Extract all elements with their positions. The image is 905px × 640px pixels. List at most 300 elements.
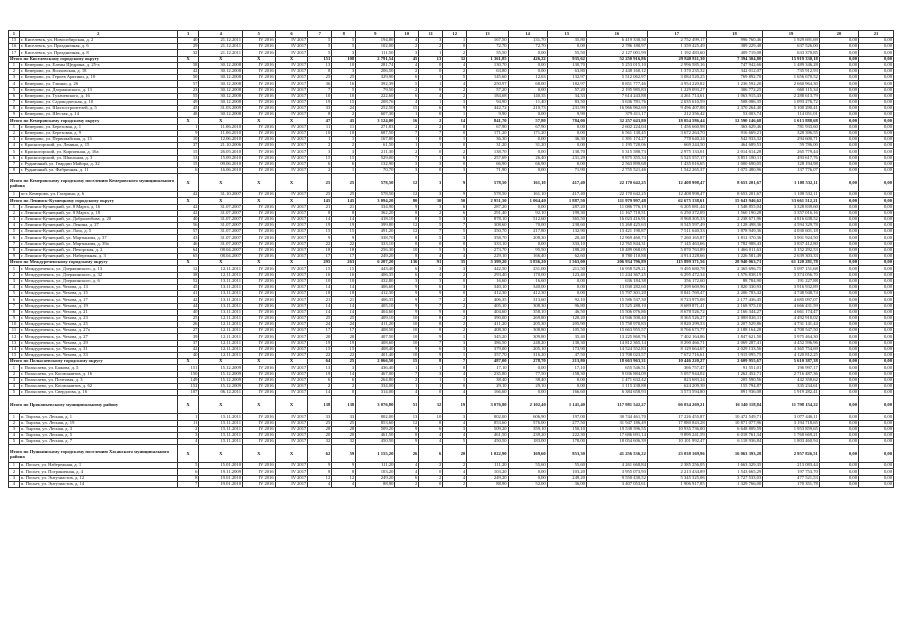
table-cell: 4 [332, 481, 356, 487]
table-cell: 197 753,70 [763, 469, 820, 475]
table-cell: IV 2017 [275, 303, 308, 309]
table-cell: 0,00 [859, 56, 894, 62]
table-cell: 0,00 [819, 346, 858, 352]
table-cell: 222,60 [356, 93, 395, 99]
table-cell: 3 124,00 [356, 118, 395, 124]
table-cell: 16 [9, 44, 20, 50]
table-cell: 17,10 [467, 365, 508, 371]
table-cell: 1 [9, 414, 20, 420]
table-cell: 287,20 [467, 204, 508, 210]
table-cell: 5 345 325,06 [647, 475, 706, 481]
table-cell: 32 [308, 439, 332, 445]
table-cell: 3 [443, 426, 467, 432]
table-cell: 7 [395, 155, 419, 161]
table-cell: 8 723 975,08 [647, 297, 706, 303]
table-cell: 2 370 264,40 [706, 106, 763, 112]
table-cell: 19 [308, 99, 332, 105]
table-cell: 1 812 370,36 [706, 235, 763, 241]
table-cell: 17 880 843,28 [647, 420, 706, 426]
table-cell: 3 [9, 75, 20, 81]
table-cell: 239,20 [508, 432, 547, 438]
table-cell: 0,00 [547, 383, 586, 389]
table-cell: X [177, 359, 199, 365]
table-cell: 3 [332, 68, 356, 74]
table-cell: 3 [9, 426, 20, 432]
table-cell: 5 [443, 229, 467, 235]
table-cell: 2 168 975,10 [706, 303, 763, 309]
table-cell: IV 2017 [275, 322, 308, 328]
table-cell: 7 [9, 303, 20, 309]
table-cell: IV 2017 [275, 353, 308, 359]
table-cell: IV 2016 [243, 223, 276, 229]
table-cell: 31.07.2007 [199, 210, 243, 216]
table-cell: 0,00 [547, 161, 586, 167]
table-cell: 0,00 [819, 81, 858, 87]
table-cell: 8 [419, 420, 443, 426]
table-cell: 0,00 [859, 62, 894, 68]
table-cell: 8 [9, 247, 20, 253]
table-cell: 0,00 [859, 272, 894, 278]
table-cell: 6 295 472,34 [647, 272, 706, 278]
address-cell: г. Кемерово, ул. Глинки, д. 26 [19, 81, 177, 87]
table-cell: 263 [332, 260, 356, 266]
table-cell: 36,30 [467, 137, 508, 143]
table-cell: 0 [419, 87, 443, 93]
address-cell: г. Кемерово, ул. Шестая, д. 14 [19, 112, 177, 118]
table-cell: 83,50 [547, 99, 586, 105]
table-cell: 8 653 201,67 [706, 174, 763, 192]
table-cell: 0,00 [859, 99, 894, 105]
table-cell: 10 871 077,96 [706, 420, 763, 426]
table-cell: 1 093 276,72 [763, 99, 820, 105]
table-cell: 173,90 [547, 346, 586, 352]
table-cell: 2 [443, 50, 467, 56]
table-cell: 120,20 [547, 315, 586, 321]
table-cell: 06.12.2011 [199, 390, 243, 396]
table-cell: 1 847 621,50 [706, 334, 763, 340]
table-cell: 6 [177, 167, 199, 173]
table-cell: 10 [395, 328, 419, 334]
table-cell: 36 [308, 81, 332, 87]
table-cell: 2 [443, 481, 467, 487]
table-cell: 6 [443, 204, 467, 210]
table-cell: 4 [9, 481, 20, 487]
table-cell: 18 [332, 291, 356, 297]
table-cell: 19.01.2010 [199, 481, 243, 487]
table-cell: 12.11.2011 [199, 266, 243, 272]
table-cell: 4 [419, 439, 443, 445]
table-cell: IV 2016 [243, 81, 276, 87]
table-cell: 25 [332, 315, 356, 321]
address-cell: г. Междуреченск, ул. Дзержинского, д. 6 [19, 278, 177, 284]
table-cell: 281,74 [356, 62, 395, 68]
table-cell: 14 [9, 346, 20, 352]
table-cell: 138,70 [467, 149, 508, 155]
table-cell: 2 [9, 272, 20, 278]
table-cell: 3 [419, 371, 443, 377]
table-cell: 1 820 330,93 [706, 284, 763, 290]
table-cell: 1 115 238,88 [586, 383, 647, 389]
table-cell: 206,50 [356, 68, 395, 74]
table-cell: IV 2017 [275, 414, 308, 420]
table-cell: 0,00 [819, 167, 858, 173]
table-cell: 1 878 949,36 [706, 229, 763, 235]
table-cell: 80 [395, 198, 419, 204]
table-cell: 59 786,00 [763, 143, 820, 149]
table-cell: 3 094,20 [356, 198, 395, 204]
table-cell: 51 [395, 396, 419, 414]
table-cell: 0,00 [859, 463, 894, 469]
table-cell: 66,90 [467, 161, 508, 167]
column-number-row [9, 31, 894, 38]
table-cell: 3 [9, 475, 20, 481]
table-cell: 15.11.2011 [199, 426, 243, 432]
table-cell: 21.12.2011 [199, 44, 243, 50]
table-cell: 130,70 [467, 62, 508, 68]
table-cell: 8 851 777,46 [586, 81, 647, 87]
table-cell: 39 [177, 334, 199, 340]
address-cell: г. Киселевск, ул. Новосибирская, д. 2 [19, 38, 177, 44]
table-cell: 9 [9, 112, 20, 118]
table-cell: 14 812 365,14 [586, 340, 647, 346]
table-cell: 21.12.2011 [199, 38, 243, 44]
table-cell: 0,00 [859, 340, 894, 346]
table-cell: 7 [419, 303, 443, 309]
table-cell: 13.11.2011 [199, 297, 243, 303]
table-cell: 1 [419, 81, 443, 87]
table-cell: 7 [443, 223, 467, 229]
table-cell: 0,00 [859, 420, 894, 426]
table-cell: 2 [443, 322, 467, 328]
table-cell: 138 [332, 396, 356, 414]
table-cell: 131,70 [508, 38, 547, 44]
table-cell: 0,00 [819, 38, 858, 44]
table-cell: 7 260 165,87 [647, 235, 706, 241]
table-cell: 6 205 081,44 [647, 204, 706, 210]
table-cell: 10 935 736,00 [647, 426, 706, 432]
table-cell: 2 996 585,16 [647, 62, 706, 68]
table-cell: 40 [177, 216, 199, 222]
table-cell: 2 [332, 143, 356, 149]
table-cell: IV 2016 [243, 475, 276, 481]
table-cell: 0 [443, 365, 467, 371]
table-cell: IV 2017 [275, 112, 308, 118]
spreadsheet-page [8, 30, 894, 488]
table-cell: 294 600,71 [763, 137, 820, 143]
address-cell: г. Междуреченск, ул. Чехова, д. 33 [19, 353, 177, 359]
table-cell: 31.07.2007 [199, 229, 243, 235]
table-cell: 14 [308, 284, 332, 290]
table-cell: IV 2017 [275, 365, 308, 371]
table-cell: 264,80 [356, 377, 395, 383]
table-cell: 0,00 [859, 365, 894, 371]
table-cell: 0,00 [859, 396, 894, 414]
table-cell: 2 [395, 377, 419, 383]
table-cell: 38 [177, 272, 199, 278]
table-cell: 10 [395, 353, 419, 359]
table-cell: 13.11.2011 [199, 284, 243, 290]
column-number: 16 [586, 31, 647, 38]
table-cell: 30.12.2008 [199, 87, 243, 93]
table-cell: IV 2017 [275, 297, 308, 303]
table-cell: 4 [9, 223, 20, 229]
table-cell: 0,00 [819, 56, 858, 62]
table-cell: 1 108 532,11 [763, 192, 820, 198]
table-cell: 1 [9, 266, 20, 272]
address-cell: п. Тырган, ул. Лесная, д. 7 [19, 439, 177, 445]
table-cell: 3 [443, 235, 467, 241]
table-cell: 2 195 985,83 [586, 87, 647, 93]
table-cell: 10 [332, 62, 356, 68]
table-cell: 1 887,50 [547, 198, 586, 204]
table-cell: 41 [177, 291, 199, 297]
table-cell: 37 [177, 143, 199, 149]
table-cell: 1 466 011,63 [706, 247, 763, 253]
table-cell: 205,30 [508, 322, 547, 328]
table-cell: 0,00 [547, 130, 586, 136]
table-cell: IV 2016 [243, 68, 276, 74]
table-cell: 4 [443, 420, 467, 426]
address-cell: г. Ленинск-Кузнецкий, ул. Печорская, д. 2 [19, 247, 177, 253]
table-cell: 3 [443, 167, 467, 173]
table-cell: 222,30 [547, 432, 586, 438]
table-cell: 15 [395, 106, 419, 112]
table-cell: 271,83 [356, 124, 395, 130]
table-cell: 0,00 [819, 62, 858, 68]
table-cell: 576,00 [508, 420, 547, 426]
table-cell: 31.07.2007 [199, 235, 243, 241]
table-cell: 6 118 936,84 [706, 439, 763, 445]
table-cell: 0,00 [859, 328, 894, 334]
table-cell: 14 [332, 303, 356, 309]
table-cell: 1 [308, 137, 332, 143]
table-cell: 784,00 [547, 118, 586, 124]
table-cell: 13 [9, 340, 20, 346]
table-cell: 1 359 425,49 [647, 44, 706, 50]
table-cell: 117 981 542,27 [586, 396, 647, 414]
table-cell: 167,50 [467, 38, 508, 44]
table-cell: 13 225 860,76 [586, 334, 647, 340]
table-cell: 8 [9, 309, 20, 315]
table-cell: 291,40 [467, 210, 508, 216]
address-cell: г. Междуреченск, ул. Чехова, д. 21 [19, 309, 177, 315]
address-cell: г. Междуреченск, ул. Чехова, д. 29 [19, 340, 177, 346]
table-cell: 1 953 859,65 [763, 426, 820, 432]
table-cell: IV 2016 [243, 247, 276, 253]
table-cell: 0,00 [819, 469, 858, 475]
table-cell: 0,00 [819, 118, 858, 124]
table-cell: 0,00 [819, 174, 858, 192]
table-cell: 9 [9, 254, 20, 260]
table-cell: 509,20 [467, 426, 508, 432]
table-cell: IV 2016 [243, 390, 276, 396]
table-cell: 1 [395, 383, 419, 389]
table-cell: 6 [443, 155, 467, 161]
table-cell: 15.11.2011 [199, 414, 243, 420]
table-cell: 22 [332, 353, 356, 359]
table-cell: 853,60 [356, 420, 395, 426]
table-cell: 2 [443, 68, 467, 74]
table-cell: 55 [177, 93, 199, 99]
table-cell: 3 357 016,16 [763, 210, 820, 216]
table-cell: 655 546,51 [586, 365, 647, 371]
table-cell: 6 018 761,34 [706, 432, 763, 438]
table-cell: 4 [9, 81, 20, 87]
table-cell: IV 2017 [275, 130, 308, 136]
table-cell: X [275, 56, 308, 62]
table-cell: 853,30 [547, 445, 586, 463]
table-cell: 1 548 855,04 [706, 204, 763, 210]
table-cell: 0,00 [859, 223, 894, 229]
table-cell: 802,00 [356, 414, 395, 420]
table-cell: 63,80 [547, 68, 586, 74]
table-cell: 6 [9, 93, 20, 99]
table-cell: 0,00 [859, 216, 894, 222]
table-cell: 0,00 [859, 315, 894, 321]
table-cell: 6 [419, 346, 443, 352]
table-cell: 25 [308, 420, 332, 426]
table-cell: 5 [443, 439, 467, 445]
table-cell: IV 2016 [243, 44, 276, 50]
table-cell: 12.11.2011 [199, 322, 243, 328]
column-number: 5 [243, 31, 276, 38]
table-cell: 12 408 998,47 [647, 192, 706, 198]
table-cell: 1 370 235,32 [647, 68, 706, 74]
table-cell: 205,90 [547, 322, 586, 328]
table-cell: 91 551,01 [706, 365, 763, 371]
table-cell: 0,00 [547, 44, 586, 50]
table-cell: 4 261 668,84 [586, 463, 647, 469]
table-cell: 15.12.2009 [199, 365, 243, 371]
table-cell: 660 115,34 [763, 87, 820, 93]
table-cell: IV 2017 [275, 390, 308, 396]
table-cell: 18 [308, 291, 332, 297]
table-cell: 5 [9, 439, 20, 445]
address-cell: г. Междуреченск, ул. Дзержинского, д. 32 [19, 272, 177, 278]
table-cell: 132,97 [547, 75, 586, 81]
table-cell: 9,90 [547, 112, 586, 118]
table-cell: 25 [308, 192, 332, 198]
table-cell: 6 [419, 284, 443, 290]
column-number: 14 [508, 31, 547, 38]
table-cell: 47,50 [547, 353, 586, 359]
table-cell: 70,00 [508, 223, 547, 229]
table-cell: 0,00 [859, 426, 894, 432]
table-cell: 9 [443, 106, 467, 112]
table-cell: 0,00 [819, 44, 858, 50]
table-cell: 10 [395, 340, 419, 346]
table-cell: 132,90 [356, 161, 395, 167]
table-cell: X [243, 56, 276, 62]
table-cell: 0,00 [508, 87, 547, 93]
table-cell: IV 2017 [275, 210, 308, 216]
table-cell: IV 2017 [275, 143, 308, 149]
table-cell: 4 [9, 383, 20, 389]
table-cell: 0 [419, 137, 443, 143]
table-cell: IV 2016 [243, 75, 276, 81]
table-cell: 11 086 776,19 [586, 204, 647, 210]
table-cell: 3 076,80 [356, 396, 395, 414]
table-cell: 0,00 [859, 167, 894, 173]
table-cell: 15.12.2009 [199, 377, 243, 383]
column-number: 10 [395, 31, 419, 38]
table-cell: 6 [395, 475, 419, 481]
table-cell: 2 [395, 44, 419, 50]
table-cell: 14 946 500,40 [586, 315, 647, 321]
table-cell: 4 030 601,18 [763, 229, 820, 235]
table-cell: 5 [419, 235, 443, 241]
table-cell: 0,00 [819, 359, 858, 365]
table-cell: 15.01.2010 [199, 463, 243, 469]
table-cell: 21 [308, 204, 332, 210]
table-cell: 57,80 [508, 118, 547, 124]
table-cell: 15 663 955,57 [586, 328, 647, 334]
table-cell: 9 [419, 353, 443, 359]
table-cell: 2 066,50 [356, 359, 395, 365]
table-cell: 30.12.2008 [199, 81, 243, 87]
table-cell: 1 [419, 365, 443, 371]
table-cell: 9 [332, 463, 356, 469]
table-cell: 0,00 [859, 192, 894, 198]
table-cell: 15 [332, 346, 356, 352]
table-cell: 12 408 998,47 [647, 174, 706, 192]
table-cell: 47 [308, 118, 332, 124]
table-cell: 9 [419, 309, 443, 315]
table-cell: 0,00 [819, 93, 858, 99]
table-cell: 31.07.2007 [199, 241, 243, 247]
table-cell: IV 2017 [275, 334, 308, 340]
table-cell: 408,40 [356, 346, 395, 352]
table-cell: 8 [308, 469, 332, 475]
address-cell: г. Междуреченск, ул. Чехова, д. 31 [19, 346, 177, 352]
table-cell: X [275, 359, 308, 365]
table-cell: 20 [332, 334, 356, 340]
table-cell: 12 [9, 334, 20, 340]
table-cell: 13.11.2011 [199, 291, 243, 297]
table-cell: 235,80 [467, 371, 508, 377]
table-cell: 26 [395, 445, 419, 463]
table-cell: 6 207,20 [356, 260, 395, 266]
table-cell: X [275, 260, 308, 266]
table-cell: 0 [419, 481, 443, 487]
table-cell: 308,30 [508, 303, 547, 309]
table-cell: 10 [395, 322, 419, 328]
table-cell: 13 [308, 365, 332, 371]
table-cell: 136 [395, 260, 419, 266]
table-cell: 19 538 596,55 [586, 426, 647, 432]
table-cell: 11,40 [508, 99, 547, 105]
table-cell: 0 [443, 143, 467, 149]
table-cell: 2 791,54 [356, 56, 395, 62]
table-cell: 15 [177, 149, 199, 155]
table-cell: IV 2016 [243, 93, 276, 99]
table-cell: 0,00 [508, 204, 547, 210]
table-cell: 0,00 [819, 192, 858, 198]
table-cell: 5 [308, 38, 332, 44]
table-cell: 0,00 [819, 254, 858, 260]
address-cell: г. Кемерово, ул. Березовая, д. 9 [19, 130, 177, 136]
table-cell: 10 [308, 130, 332, 136]
table-cell: 103,20 [356, 469, 395, 475]
table-cell: 14 [332, 371, 356, 377]
table-cell: X [243, 445, 276, 463]
table-cell: 35,40 [547, 334, 586, 340]
table-cell: IV 2016 [243, 216, 276, 222]
table-cell: IV 2017 [275, 266, 308, 272]
table-cell: 0,00 [819, 68, 858, 74]
table-cell: 15.12.2009 [199, 371, 243, 377]
subtotal-label: Итого по Междуреченскому городскому округу [9, 260, 178, 266]
